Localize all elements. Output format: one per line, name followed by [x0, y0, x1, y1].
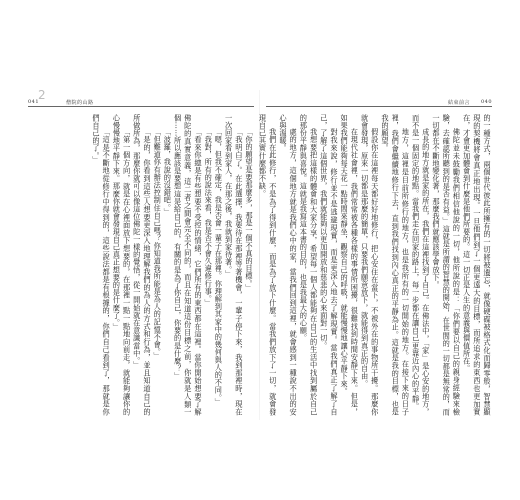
- right-page-number: 040: [480, 99, 492, 105]
- paragraph: 的一種方式，兩個世代彼此所擁有的一切將被遺忘，就像硬碟被格式化而歸零般，智慧顯現的契機將會真正地出現。一旦他們到了一個更遠大的目標，而所追求的東西也更加實在，才會更加體會到什麼是他們所要的。這一切正是人生的意義與價值所在。: [462, 114, 492, 416]
- paragraph: 對我來說，修行並不是逃避現實，而是更深入地去了解現實。當我們真正了解了自己，了解了這個世界，我們就能夠以更加開放和慈悲的心來面對一切。: [319, 114, 339, 416]
- paragraph: 「但難道你有辦法控制住自己嗎？你知道我所能是為人的記憶不會。」: [153, 128, 163, 361]
- right-page-body: [258, 114, 492, 416]
- right-page-header: [266, 96, 492, 108]
- paragraph: 假設你在這裡每天都好好地修行，把心安住在當下，不被外在的事物所干擾。那麼你就會發現，原來一切都是那麼的簡單，只要我們願意放下，就能得到真正的自由。: [360, 114, 380, 416]
- paragraph: 佛陀並未鼓勵我們相信他說的一切，他所說的是：「你們要以自己的親身經驗來檢驗，去確認所聽到的是否有益。」這就是所謂的智慧的開始，在世間的一切都是無常的，而一切都在不斷地變化著，那麼我們就應該學會放下。: [431, 114, 462, 416]
- left-page: [28, 88, 254, 416]
- paragraph: 「第一個方向，就是在心裡面放下想要的，在那裡一點一點地向前走，就能夠讓你的心慢慢地平靜下來。那麼你就會發現自己真正想要的是什麼了。」: [112, 114, 132, 416]
- header-rule: [28, 106, 254, 107]
- paragraph: 在現代社會裡，我們常常被各種各樣的事情所困擾，很難找到時間安靜下來。但是，如果我們能夠每天花一點時間來靜坐，觀察自己的呼吸，就能慢慢地讓心平靜下來。: [340, 114, 360, 416]
- paragraph: 「我對，所有的說法來看，我是否不會久違修行事。」: [204, 128, 214, 308]
- right-page: [258, 96, 492, 416]
- left-page-header: [28, 96, 254, 108]
- paragraph: 「我明白了。在此選擇，我要待在那裡等著機會，一輩子停下來，我到那裡時，現在一次回家看到家人，在那之後，我就到家待著。」: [224, 114, 244, 416]
- left-running-title: 僧院的山路: [66, 100, 94, 106]
- left-page-number: 041: [28, 99, 40, 105]
- paragraph: 「嗯，但我不確定，我是否會一輩子在那裡。你理解到其家中的幾何與人的不同。」: [214, 128, 224, 406]
- right-running-title: 結束前言: [447, 100, 470, 106]
- paragraph: 「看來你總是有些想要不受控的情緒，它們所有的東西都在這裡。當你開始想要了解佛陀的真實意義，這二者之間會完全不同的，而且在知道這份目標之前，你就是人類一個……所以應該是要想這是給自己的，有關的是為了你自己，你要的是什麼？」: [173, 114, 203, 416]
- header-rule: [266, 106, 492, 107]
- paragraph: 「波羅，我說的沒錯吧。」: [163, 128, 173, 216]
- paragraph: 「這是不斷地從修行中得到的，這些說法都是有根據的，你們自己看到了，那就是你們自己的了。」: [91, 114, 112, 416]
- paragraph: 處的地方，這個地方就是我們心中的家，當我們回到這裡，就會感到一種說不出的安心與溫暖。: [278, 114, 299, 416]
- paragraph: 「你的願望是要那麼多，那是一個不真的目標。」: [245, 128, 254, 292]
- paragraph: 我想要把這樣的體會和大家分享，希望每一個人都能夠在自己的生活中找到屬於自己的那份平靜與喜悅。這就是我寫這本書的目的，也是我最大的心願。: [299, 114, 319, 416]
- paragraph: 地方，這裡是目前所修行的地方，也是我所有的一切開始的地方。在接下來的日子裡，我們會繼續地修行下去，直到我們找到內心真正的平靜為止。這就是我的目標，也是我的願望。: [380, 114, 411, 416]
- paragraph: 成長的地方就是家的所在，我們在這裡找到了自己。在佛法中，「家」是心安的地方，而不是一個固定的地點。當我們走在回家的路上，每一步都在讓自己更靠近內心的平靜。: [411, 114, 431, 416]
- paragraph: 「是的，你看到這些人想要更深入地理解我們的為人的方式和行為，並且知道自己的所做所為，那麼你就可以像這位佛陀一樣的覺悟，從一開始就在意識當中。」: [132, 114, 152, 416]
- left-page-body: [28, 114, 254, 416]
- page-deco-number: 2: [38, 88, 46, 102]
- paragraph: 我們在此修行，不是為了得到什麼，而是為了放下什麼。當我們放下了一切，就會發現自己其實什麼都不缺。: [258, 114, 278, 416]
